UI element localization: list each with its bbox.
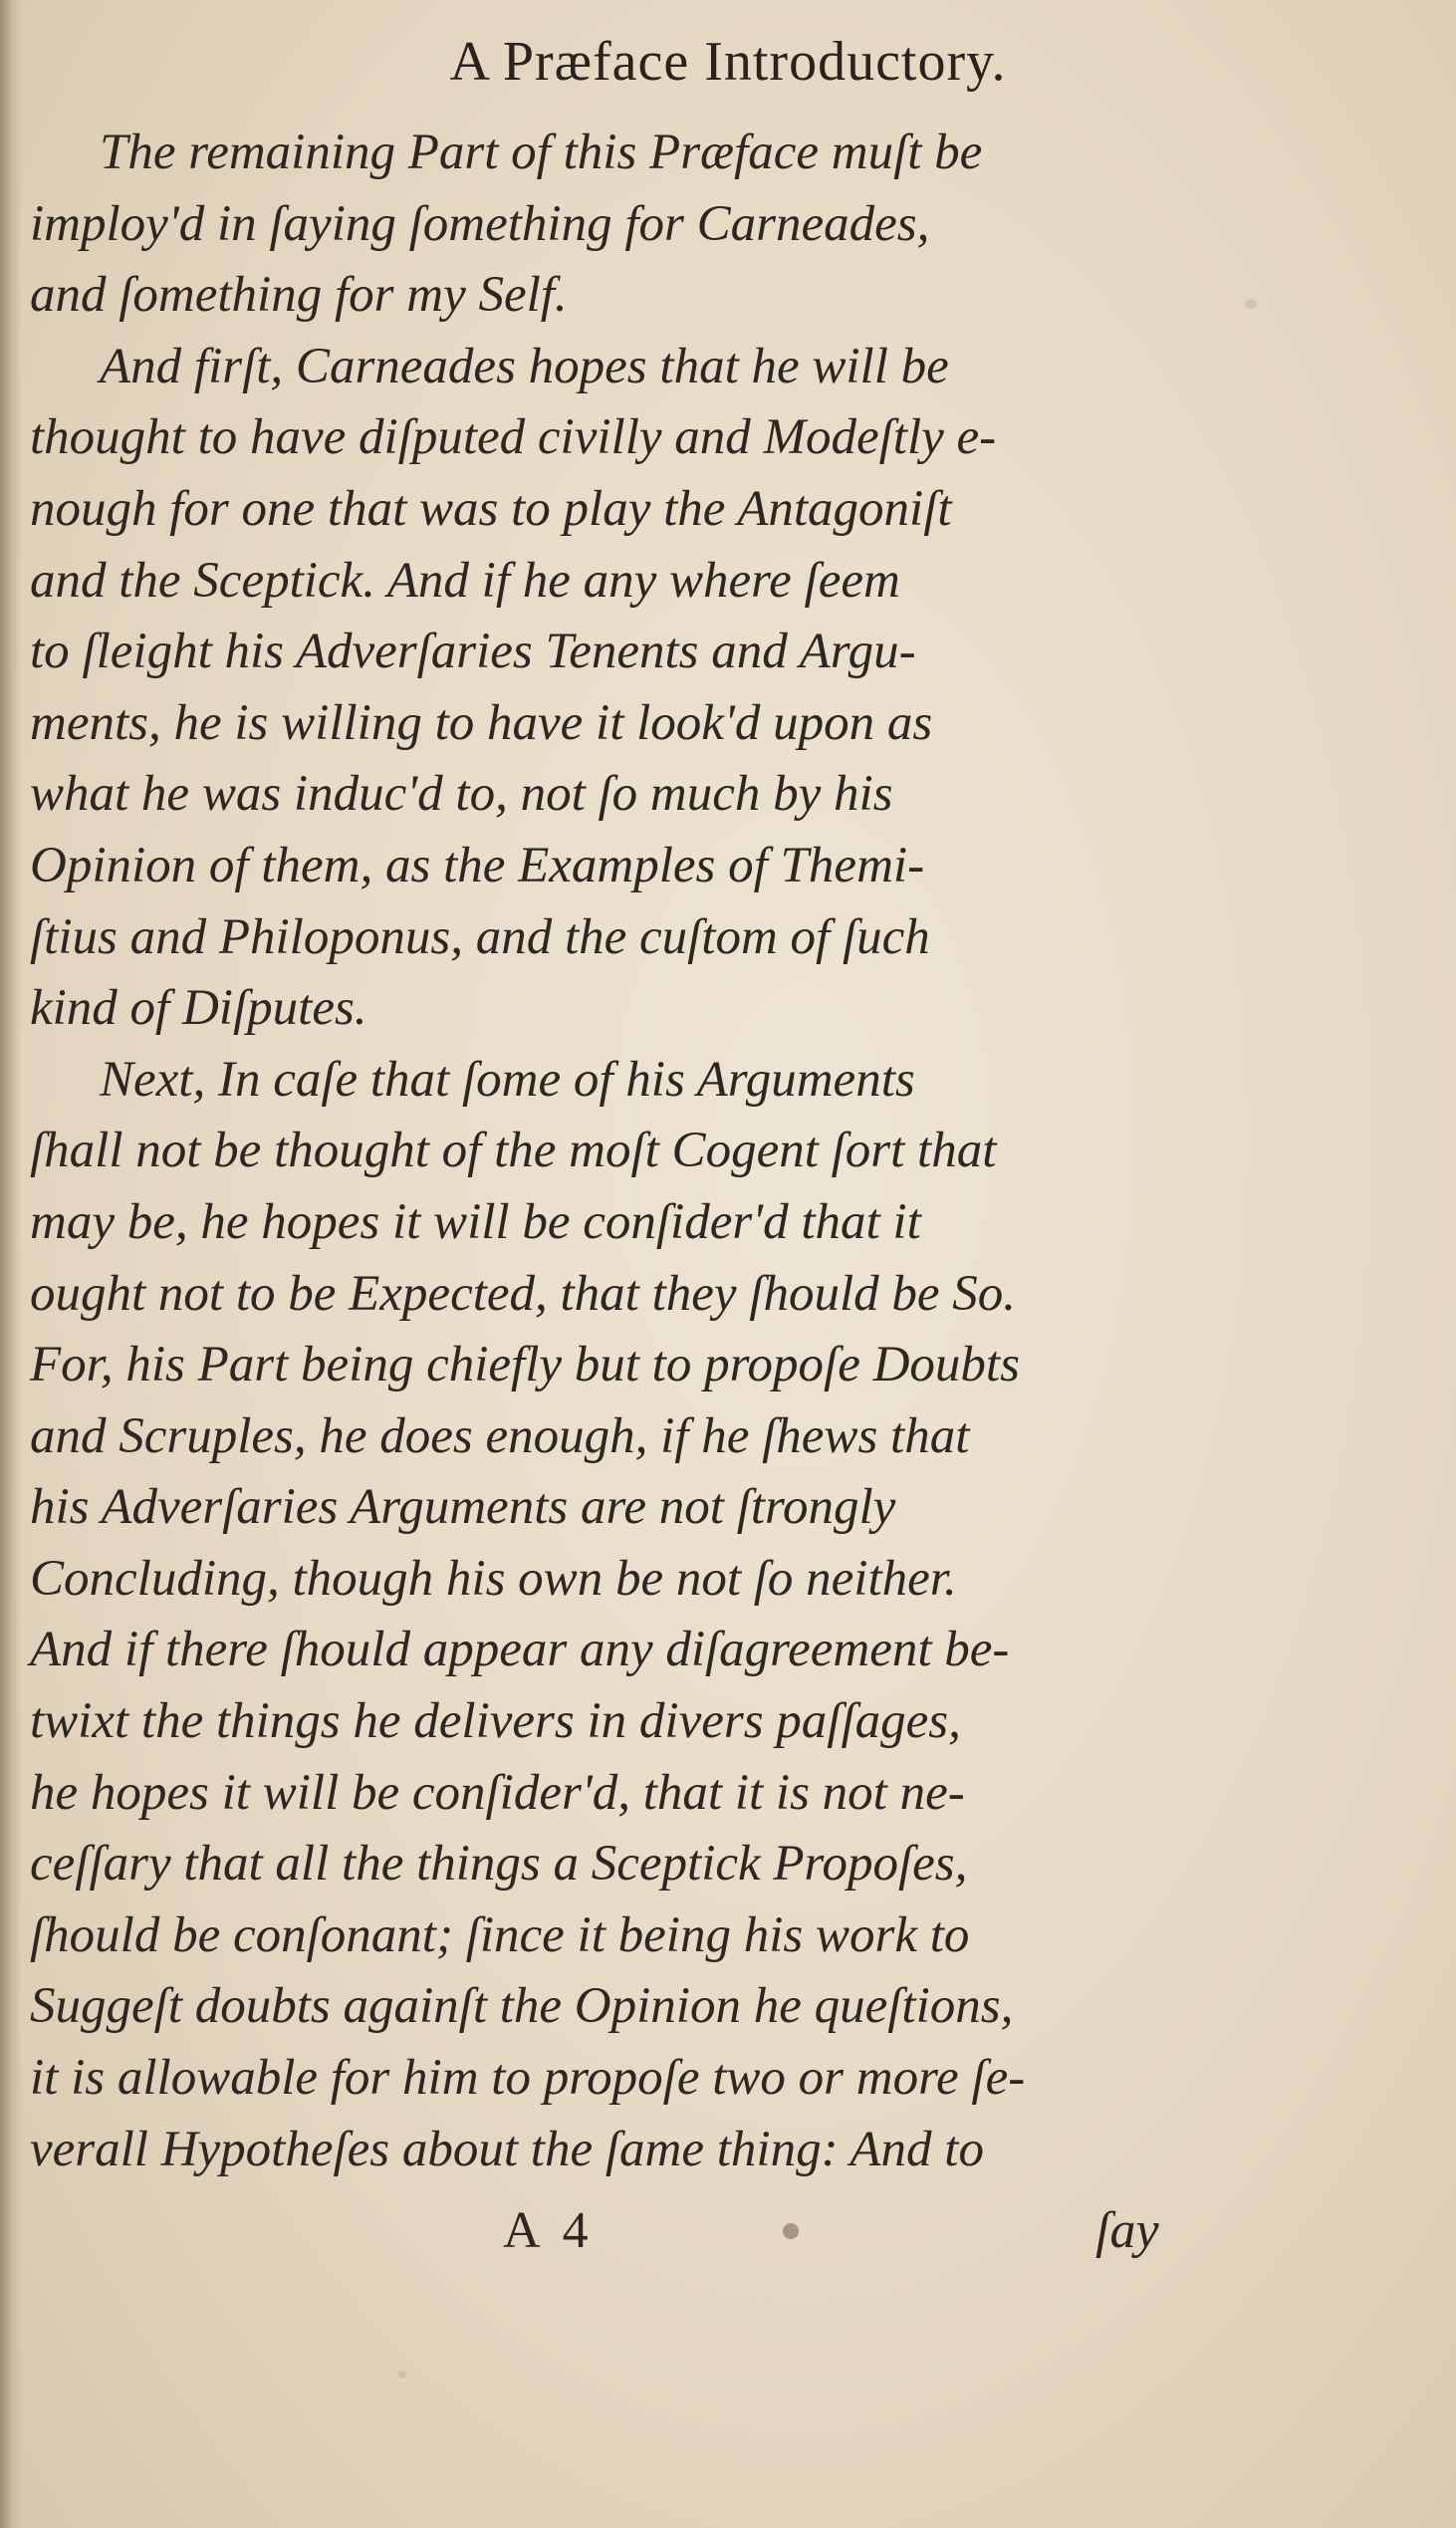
foxing-spot xyxy=(1245,299,1257,309)
binding-gutter xyxy=(0,0,22,2528)
ornament-dot xyxy=(783,2223,799,2239)
text-line: ought not to be Expected, that they ſhould be So. xyxy=(30,1265,1017,1322)
text-line: Opinion of them, as the Examples of Themi- xyxy=(30,837,925,893)
running-head: A Præface Introductory. xyxy=(449,31,1007,93)
text-line: verall Hypotheſes about the ſame thing: And to xyxy=(30,2121,984,2177)
text-line: his Adverſaries Arguments are not ſtrongly xyxy=(30,1479,896,1536)
text-line: may be, he hopes it will be conſider'd that it xyxy=(30,1193,921,1250)
body-text xyxy=(30,118,1185,2185)
text-line: twixt the things he delivers in divers paſſages, xyxy=(30,1693,961,1750)
text-line: and the Sceptick. And if he any where ſeem xyxy=(30,552,900,609)
text-line: imploy'd in ſaying ſomething for Carneades, xyxy=(30,195,930,252)
text-line: And firſt, Carneades hopes that he will be xyxy=(100,338,949,394)
text-line: ments, he is willing to have it look'd upon as xyxy=(30,694,933,751)
text-line: For, his Part being chiefly but to propoſe Doubts xyxy=(30,1337,1020,1393)
text-line: ceſſary that all the things a Sceptick Propoſes, xyxy=(30,1836,968,1893)
text-line: Concluding, though his own be not ſo neither. xyxy=(30,1550,957,1607)
text-line: ſtius and Philoponus, and the cuſtom of ſuch xyxy=(30,908,930,965)
text-line: thought to have diſputed civilly and Modeſtly e- xyxy=(30,409,997,466)
text-line: to ſleight his Adverſaries Tenents and Argu- xyxy=(30,624,916,680)
text-line: what he was induc'd to, not ſo much by his xyxy=(30,766,893,823)
signature-mark: A 4 xyxy=(503,2202,595,2259)
foxing-spot xyxy=(398,2371,406,2379)
catchword: ſay xyxy=(1095,2202,1159,2259)
text-line: and Scruples, he does enough, if he ſhews that xyxy=(30,1407,970,1464)
text-line: ſhould be conſonant; ſince it being his work to xyxy=(30,1906,970,1963)
text-line: And if there ſhould appear any diſagreement be- xyxy=(30,1622,1010,1678)
text-line: and ſomething for my Self. xyxy=(30,267,568,324)
text-line: Next, In caſe that ſome of his Arguments xyxy=(100,1051,915,1108)
text-line: kind of Diſputes. xyxy=(30,980,367,1037)
text-line: The remaining Part of this Præface muſt be xyxy=(100,125,983,180)
text-line: ſhall not be thought of the moſt Cogent ſort that xyxy=(30,1123,997,1179)
text-line: he hopes it will be conſider'd, that it is not ne- xyxy=(30,1764,965,1821)
text-line: it is allowable for him to propoſe two or more ſe- xyxy=(30,2050,1026,2107)
text-line: Suggeſt doubts againſt the Opinion he queſtions, xyxy=(30,1978,1014,2035)
page-footer xyxy=(0,2201,1456,2281)
text-line: nough for one that was to play the Antagoniſt xyxy=(30,480,952,537)
